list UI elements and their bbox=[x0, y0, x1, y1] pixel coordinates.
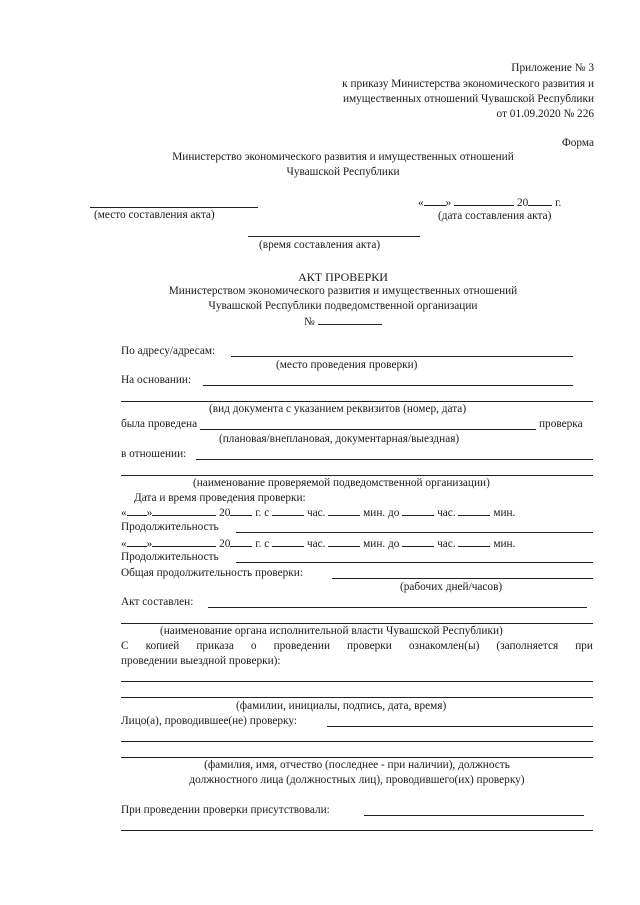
min-to-blank[interactable] bbox=[458, 506, 490, 516]
open-quote: « bbox=[121, 538, 127, 550]
year-prefix: 20 bbox=[516, 197, 529, 209]
regarding-line1[interactable] bbox=[196, 459, 593, 460]
date-field[interactable] bbox=[418, 196, 561, 211]
datetime-label: Дата и время проведения проверки: bbox=[134, 492, 306, 504]
persons-line1[interactable] bbox=[327, 726, 593, 727]
order-reference-line2: имущественных отношений Чувашской Республики bbox=[342, 93, 594, 105]
mins-to-label: мин. до bbox=[363, 507, 400, 519]
close-quote: » bbox=[146, 538, 153, 550]
basis-line2[interactable] bbox=[121, 401, 593, 402]
place-caption: (место составления акта) bbox=[94, 209, 215, 221]
close-quote: » bbox=[146, 507, 153, 519]
act-subtitle-line1: Министерством экономического развития и имущественных отношений bbox=[168, 285, 518, 297]
time-line[interactable] bbox=[248, 236, 420, 237]
date-close-quote: » bbox=[445, 197, 452, 209]
mins-label: мин. bbox=[493, 538, 516, 550]
act-title: АКТ ПРОВЕРКИ bbox=[298, 270, 388, 284]
word: С bbox=[121, 640, 129, 652]
compiled-line1[interactable] bbox=[208, 607, 587, 608]
year-blank[interactable] bbox=[230, 506, 252, 516]
hour-to-blank[interactable] bbox=[402, 506, 434, 516]
compiled-label: Акт составлен: bbox=[121, 596, 194, 608]
held-line[interactable] bbox=[200, 429, 536, 430]
appendix-number: Приложение № 3 bbox=[511, 62, 594, 74]
min-from-blank[interactable] bbox=[328, 537, 360, 547]
copy-line2[interactable] bbox=[121, 697, 593, 698]
year-suffix: г. bbox=[555, 197, 562, 209]
year-prefix: 20 bbox=[219, 507, 231, 519]
persons-line3[interactable] bbox=[121, 757, 593, 758]
persons-line2[interactable] bbox=[121, 741, 593, 742]
month-blank[interactable] bbox=[454, 196, 514, 206]
address-label: По адресу/адресам: bbox=[121, 345, 216, 357]
hour-to-blank[interactable] bbox=[402, 537, 434, 547]
persons-caption-line2: должностного лица (должностных лиц), проводившего(их) проверку) bbox=[189, 774, 525, 786]
order-reference-line1: к приказу Министерства экономического развития и bbox=[342, 78, 594, 90]
copy-line1[interactable] bbox=[121, 681, 593, 682]
hours-label: час. bbox=[437, 538, 456, 550]
regarding-label: в отношении: bbox=[121, 448, 187, 460]
ministry-line1: Министерство экономического развития и имущественных отношений bbox=[172, 151, 514, 163]
mins-label: мин. bbox=[493, 507, 516, 519]
held-label: была проведена bbox=[121, 418, 198, 430]
act-subtitle-line2: Чувашской Республики подведомственной организации bbox=[208, 300, 478, 312]
word: при bbox=[575, 640, 593, 652]
date-open-quote: « bbox=[418, 197, 424, 209]
duration-line-1[interactable] bbox=[236, 532, 593, 533]
from-label: г. с bbox=[255, 507, 270, 519]
day-blank[interactable] bbox=[127, 537, 147, 547]
held-suffix: проверка bbox=[539, 418, 583, 430]
hours-label: час. bbox=[437, 507, 456, 519]
hour-from-blank[interactable] bbox=[272, 506, 304, 516]
day-blank[interactable] bbox=[127, 506, 147, 516]
word: о bbox=[250, 640, 257, 652]
hours-label: час. bbox=[306, 538, 326, 550]
date-caption: (дата составления акта) bbox=[438, 210, 552, 222]
year-blank[interactable] bbox=[230, 537, 252, 547]
year-prefix: 20 bbox=[219, 538, 231, 550]
address-line[interactable] bbox=[231, 356, 573, 357]
compiled-caption: (наименование органа исполнительной власти Чувашской Республики) bbox=[160, 625, 503, 637]
word: ознакомлен(ы) bbox=[408, 640, 480, 652]
persons-label: Лицо(а), проводившее(не) проверку: bbox=[121, 715, 298, 727]
held-caption: (плановая/внеплановая, документарная/выездная) bbox=[219, 433, 460, 445]
copy-acknowledgement-line1 bbox=[121, 640, 593, 654]
word: копией bbox=[145, 640, 180, 652]
total-duration-line[interactable] bbox=[332, 578, 593, 579]
number-label: № bbox=[304, 316, 315, 328]
open-quote: « bbox=[121, 507, 127, 519]
copy-acknowledgement-line2: проведении выездной проверки): bbox=[121, 655, 281, 667]
period-row-2[interactable] bbox=[121, 537, 515, 552]
period-row-1[interactable] bbox=[121, 506, 515, 521]
word: приказа bbox=[196, 640, 234, 652]
time-caption: (время составления акта) bbox=[259, 239, 381, 251]
address-caption: (место проведения проверки) bbox=[276, 359, 418, 371]
regarding-caption: (наименование проверяемой подведомственной организации) bbox=[193, 477, 490, 489]
total-duration-label: Общая продолжительность проверки: bbox=[121, 567, 303, 579]
from-label: г. с bbox=[255, 538, 270, 550]
copy-caption: (фамилии, инициалы, подпись, дата, время) bbox=[236, 700, 447, 712]
present-line2[interactable] bbox=[121, 830, 593, 831]
word: (заполняется bbox=[496, 640, 559, 652]
order-date: от 01.09.2020 № 226 bbox=[496, 108, 594, 120]
month-blank[interactable] bbox=[152, 537, 216, 547]
day-blank[interactable] bbox=[424, 196, 446, 206]
number-blank[interactable] bbox=[318, 315, 382, 325]
basis-line1[interactable] bbox=[203, 385, 573, 386]
hours-label: час. bbox=[306, 507, 326, 519]
regarding-line2[interactable] bbox=[121, 475, 593, 476]
persons-caption-line1: (фамилия, имя, отчество (последнее - при наличии), должность bbox=[204, 759, 510, 771]
duration-line-2[interactable] bbox=[236, 562, 593, 563]
ministry-line2: Чувашской Республики bbox=[286, 166, 400, 178]
present-label: При проведении проверки присутствовали: bbox=[121, 804, 330, 816]
month-blank[interactable] bbox=[152, 506, 216, 516]
act-number[interactable] bbox=[304, 315, 382, 330]
place-line[interactable] bbox=[90, 207, 258, 208]
min-from-blank[interactable] bbox=[328, 506, 360, 516]
compiled-line2[interactable] bbox=[121, 623, 593, 624]
form-label: Форма bbox=[561, 137, 594, 149]
hour-from-blank[interactable] bbox=[272, 537, 304, 547]
total-duration-caption: (рабочих дней/часов) bbox=[400, 581, 503, 593]
year-blank[interactable] bbox=[528, 196, 552, 206]
min-to-blank[interactable] bbox=[458, 537, 490, 547]
mins-to-label: мин. до bbox=[363, 538, 400, 550]
present-line1[interactable] bbox=[364, 815, 584, 816]
duration-label-2: Продолжительность bbox=[121, 551, 219, 563]
basis-label: На основании: bbox=[121, 374, 192, 386]
word: проведении bbox=[273, 640, 330, 652]
duration-label-1: Продолжительность bbox=[121, 521, 219, 533]
word: проверки bbox=[347, 640, 392, 652]
basis-caption: (вид документа с указанием реквизитов (номер, дата) bbox=[209, 403, 467, 415]
